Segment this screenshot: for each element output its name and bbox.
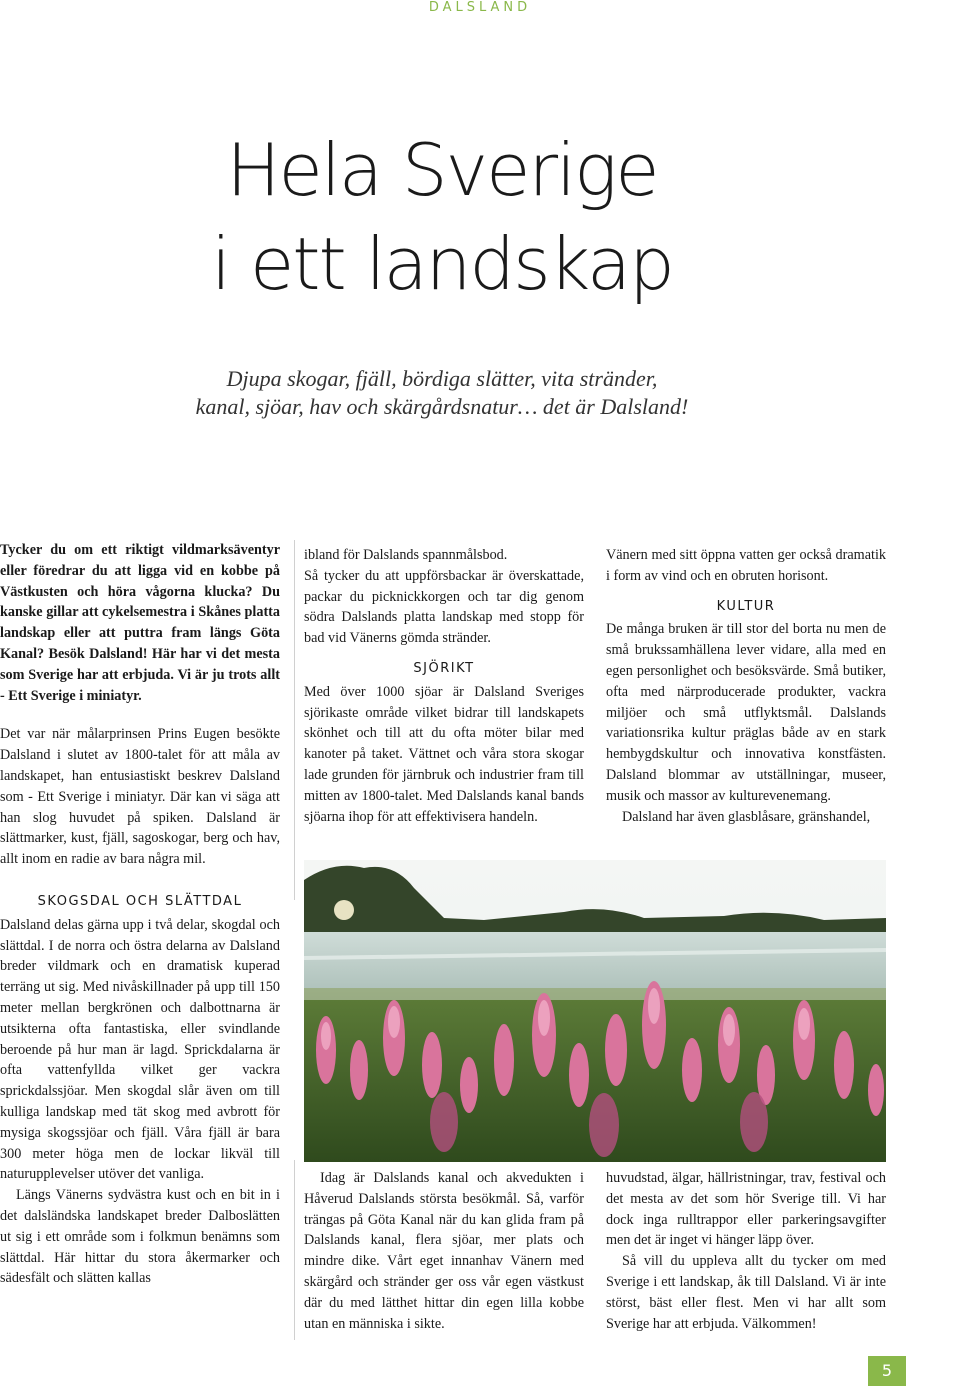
column-divider	[294, 540, 295, 900]
intro-line-1: Djupa skogar, fjäll, bördiga slätter, vita stränder,	[226, 366, 658, 391]
paragraph: De många bruken är till stor del borta nu men de små brukssamhällena lever vidare, alla med en egen personlighet och besöksvärde. Små butiker, ofta med närproducerade produkter, vackra miljöer och små utflyktsmål. Dalslands variationsrika kultur präglas både av en stark hembygdskultur och innovativa konstfästen. Dalsland blommar av utställningar, museer, musik och massor av kulturevenemang.	[606, 621, 886, 804]
intro-line-2: kanal, sjöar, hav och skärgårdsnatur… det är Dalsland!	[195, 394, 689, 419]
paragraph: Dalsland delas gärna upp i två delar, skogdal och slättdal. I de norra och östra delarna av Dalsland breder vildmark och en dramatisk kuperad terräng ut sig. Med nivåskillnader på upp till 150 meter mellan bergkrönen och dalbottnarna är utsikterna ofta fantastiska, eller svindlande beroende på hur man är lagd. Sprickdalarna är ofta vattenfyllda vilket ger vackra sprickdalssjöar. Men skogdal slår även om till kulliga landskap med tät skog med avbrott för mysiga skogssjöar och fjäll. Våra fjäll är bara 300 meter höga men de lockar likväl till naturupplevelser utöver det vanliga.	[0, 916, 280, 1183]
paragraph: Det var när målarprinsen Prins Eugen besökte Dalsland i slutet av 1800-talet för att måla av landskapet, han entusiastiskt beskrev Dalsland som - Ett Sverige i miniatyr. Där kan vi säga att han slog huvudet på spiken. Dalsland är slättmarker, kust, fjäll, sagoskogar, berg och hav, allt inom en radie av bara några mil.	[0, 726, 280, 868]
page-number: 5	[868, 1356, 906, 1386]
paragraph: Så tycker du att uppförsbackar är överskattade, packar du picknickkorgen och tar dig genom södra Dalslands platta landskap med stopp för bad vid Vänerns gömda stränder.	[304, 567, 584, 647]
lake-lupine-photo	[304, 860, 886, 1162]
section-heading-skogsdal: SKOGSDAL OCH SLÄTTDAL	[37, 893, 243, 909]
section-heading-sjorikt: SJÖRIKT	[413, 660, 475, 676]
paragraph: ibland för Dalslands spannmålsbod.	[304, 547, 508, 563]
column-2-bottom	[304, 1168, 584, 1334]
paragraph: Längs Vänerns sydvästra kust och en bit in i det dalsländska landskapet breder Dalboslätten ut sig i ett område som i folkmun benämns som slättdal. Här hittar du stora åkermarker och sädesfält och slätten kallas	[0, 1187, 280, 1287]
paragraph: Vänern med sitt öppna vatten ger också dramatik i form av vind och en obruten horisont.	[606, 547, 886, 584]
column-2	[304, 545, 584, 827]
section-heading-kultur: KULTUR	[716, 598, 776, 614]
paragraph: Dalsland har även glasblåsare, gränshandel,	[622, 808, 871, 825]
lead-paragraph: Tycker du om ett riktigt vildmarksäventyr eller föredrar du att ligga vid en kobbe på Västkusten och höra vågorna klucka? Du kanske gillar att cykelsemestra i Skånes platta landskap eller att puttra fram längs Göta Kanal? Besök Dalsland! Här har vi det mesta som Sverige har att erbjuda. Vi är ju trots allt - Ett Sverige i miniatyr.	[0, 542, 280, 704]
column-3-bottom	[606, 1168, 886, 1334]
section-label: DALSLAND	[428, 0, 532, 15]
column-3	[606, 545, 886, 827]
paragraph: Idag är Dalslands kanal och akvedukten i Håverud Dalslands största besökmål. Så, varför trängas på Göta Kanal när du kan glida fram på Dalslands kanal, flera sjöar, mer plats och mindre dike. Vårt eget innanhav Vänern med skärgård och stränder ger oss vår egen västkust där du med lätthet hittar din egen lilla kobbe utan en människa i sikte.	[304, 1170, 584, 1332]
paragraph: Med över 1000 sjöar är Dalsland Sveriges sjörikaste område vilket bidrar till landskapets skönhet och till att du ofta möter bilar med kanoter på taket. Vättnet och våra stora skogar lade grunden för järnbruk och industrier fram till mitten av 1800-talet. Med Dalslands kanal bands sjöarna ihop för att effektivisera handeln.	[304, 683, 584, 825]
paragraph: Så vill du uppleva allt du tycker om med Sverige i ett landskap, åk till Dalsland. Vi är inte störst, bäst eller flest. Men vi har allt som Sverige har att erbjuda. Välkommen!	[606, 1253, 886, 1332]
page-title-line-2: i ett landskap	[211, 222, 673, 306]
column-divider	[294, 1160, 295, 1340]
paragraph: huvudstad, älgar, hällristningar, trav, festival och det mesta av det som hör Sverige till. Vi har dock inga rulltrappor eller parkeringsavgifter men det är inget vi hänger läpp över.	[606, 1170, 886, 1249]
page-title-line-1: Hela Sverige	[226, 128, 658, 212]
column-1	[0, 540, 280, 1289]
